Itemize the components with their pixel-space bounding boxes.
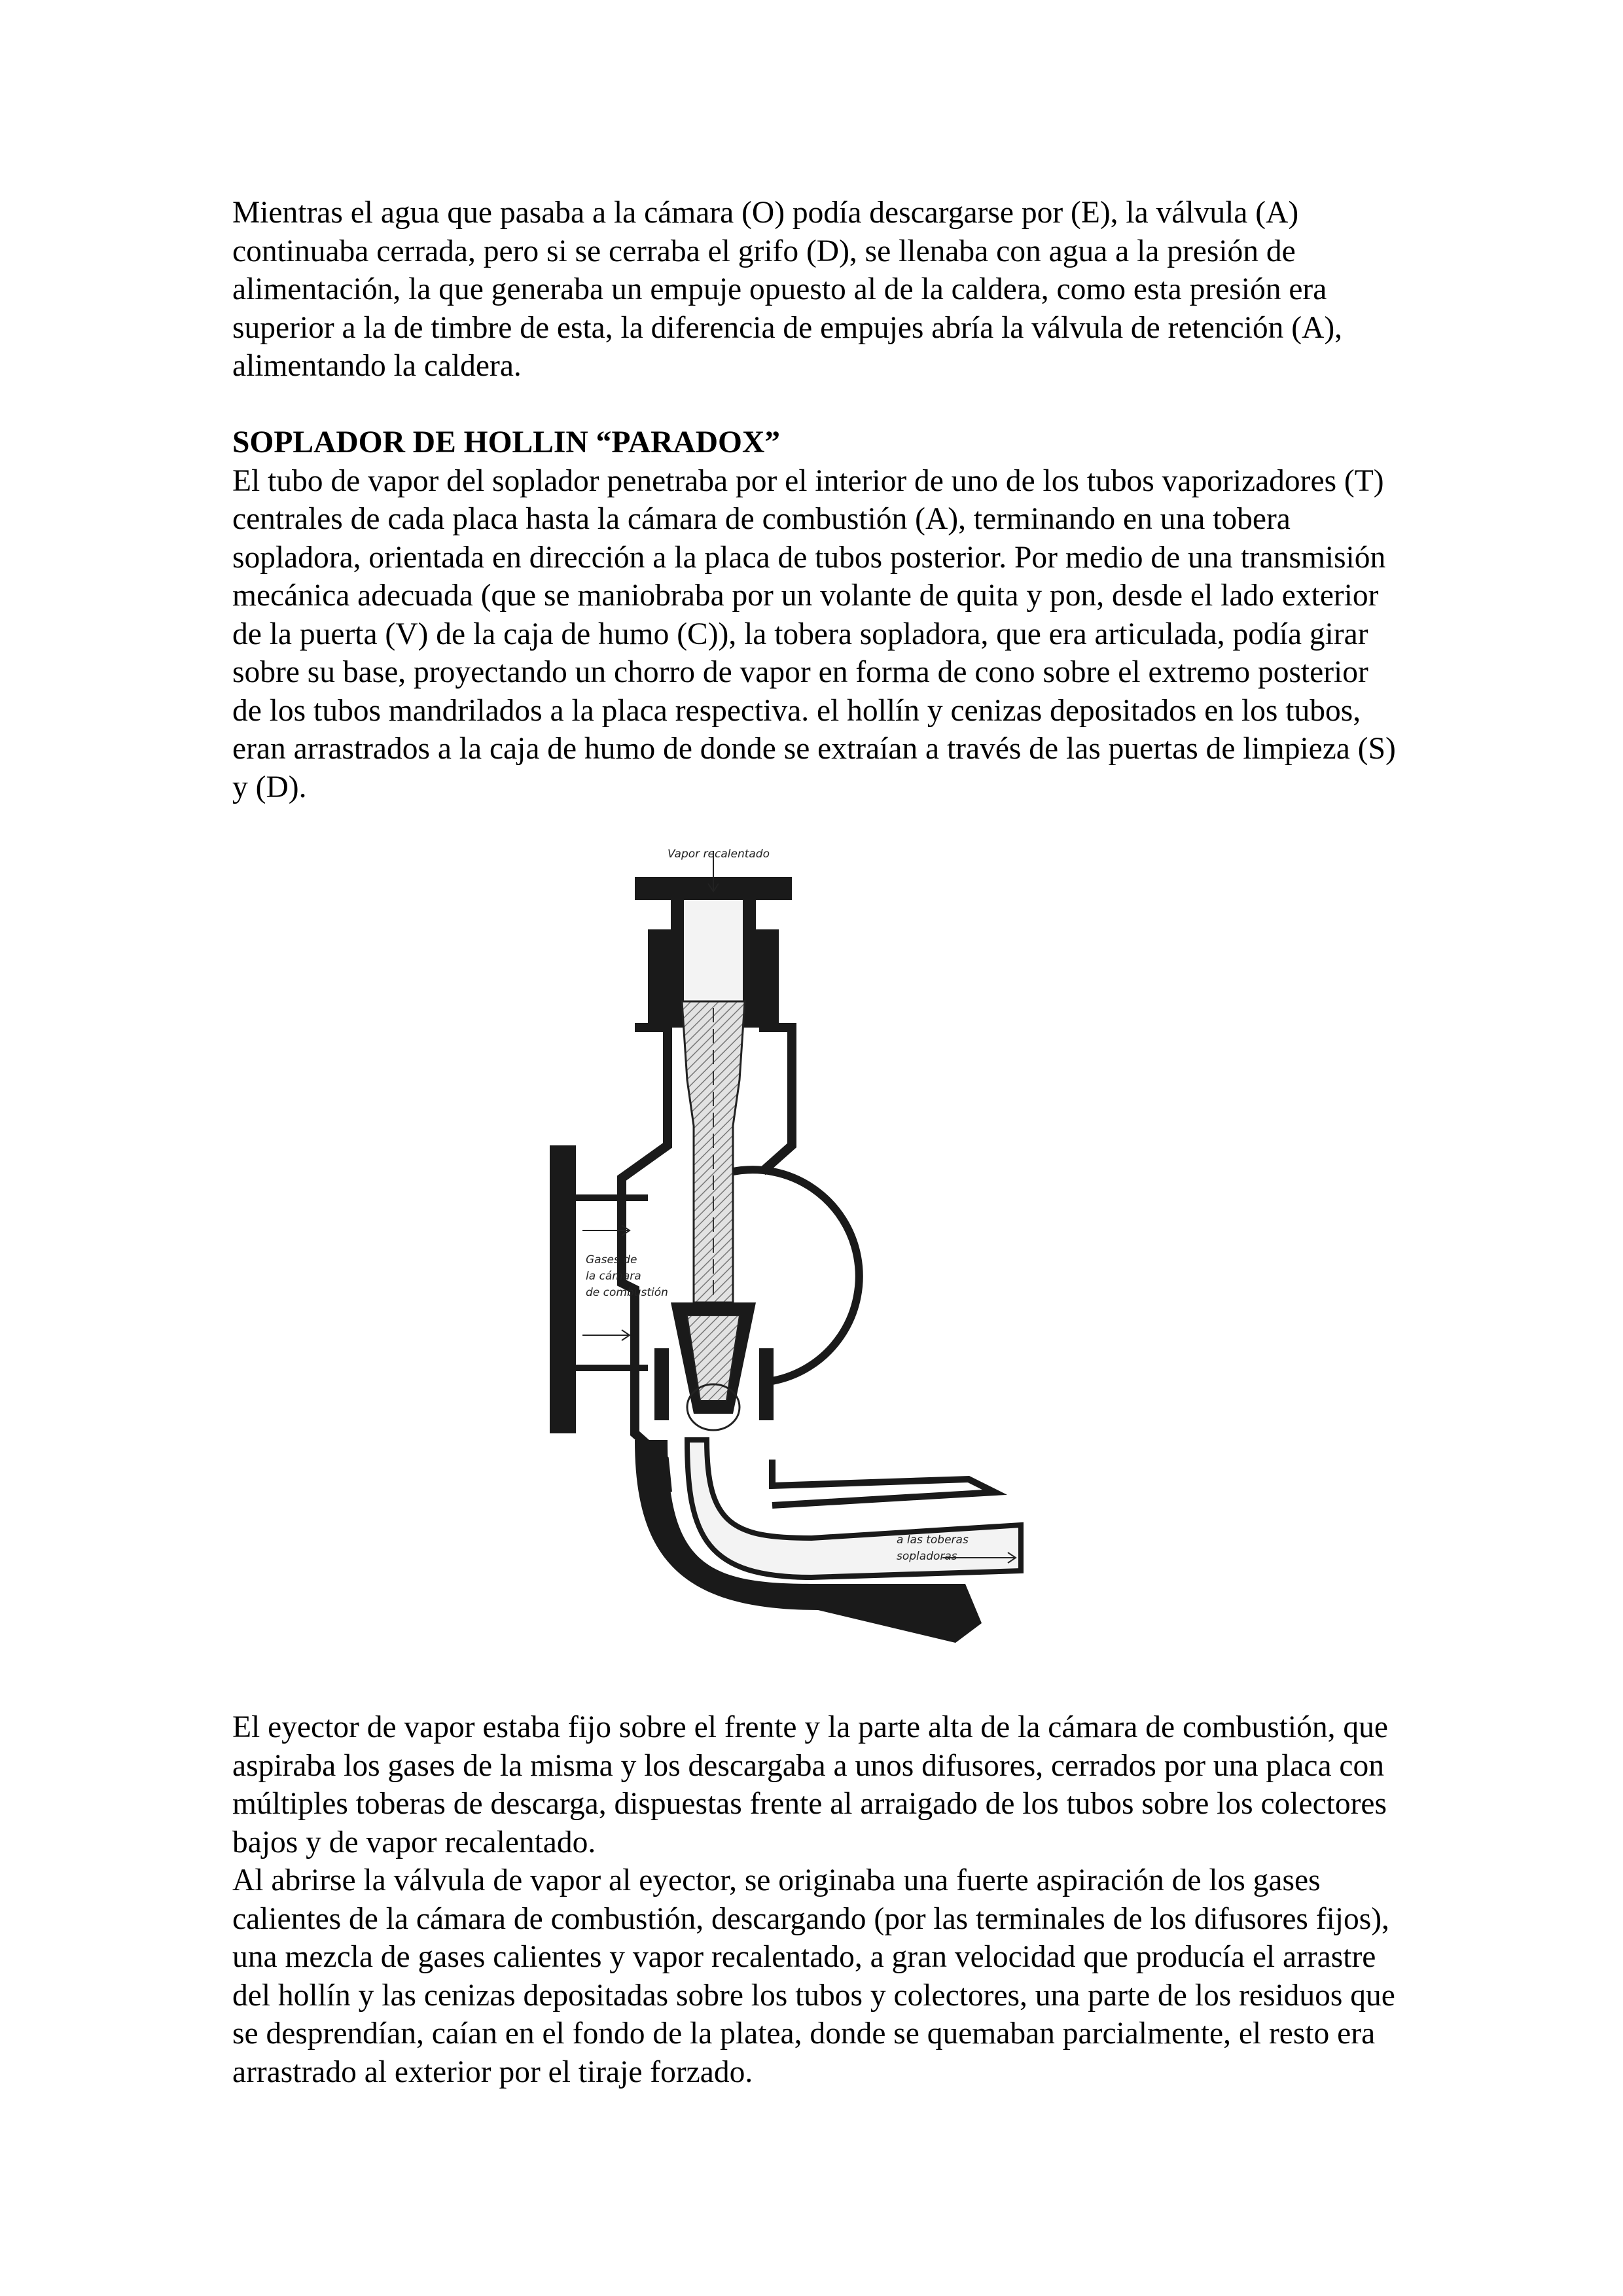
label-nozzles-line-1: a las toberas xyxy=(897,1534,969,1547)
section-soot-blower xyxy=(232,423,1404,806)
paragraph-valve-opening: Al abrirse la válvula de vapor al eyector, se originaba una fuerte aspiración de los gases calientes de la cámara de combustión, descargando (por las terminales de los difusores fijos), una mezcla de gases calientes y vapor recalentado, a gran velocidad que producía el arrastre del hollín y las cenizas depositadas sobre los tubos y colectores, una parte de los residuos que se desprendían, caían en el fondo de la platea, donde se quemaban parcialmente, el resto era arrastrado al exterior por el tiraje forzado. xyxy=(232,1863,1395,2089)
nozzle-body xyxy=(682,1001,745,1302)
closing-paragraphs xyxy=(232,1708,1404,2091)
label-gases-line-3: de combustión xyxy=(586,1286,668,1299)
paragraph-ejector: El eyector de vapor estaba fijo sobre el frente y la parte alta de la cámara de combustión, que aspiraba los gases de la misma y los descargaba a unos difusores, cerrados por una placa con múltiples toberas de descarga, dispuestas frente al arraigado de los tubos sobre los colectores bajos y de vapor recalentado. xyxy=(232,1710,1388,1859)
chamber xyxy=(733,1170,859,1381)
section-heading: SOPLADOR DE HOLLIN “PARADOX” xyxy=(232,425,781,459)
valve-body-right xyxy=(759,1028,792,1172)
label-gases-line-2: la cámara xyxy=(586,1270,641,1283)
label-gases-line-1: Gases de xyxy=(586,1253,637,1266)
section-body: El tubo de vapor del soplador penetraba por el interior de uno de los tubos vaporizadores (T) centrales de cada placa hasta la cámara de combustión (A), terminando en una tobera sopladora, orientada en dirección a la placa de tubos posterior. Por medio de una transmisión mecánica adecuada (que se maniobraba por un volante de quita y pon, desde el lado exterior de la puerta (V) de la caja de humo (C)), la tobera sopladora, que era articulada, podía girar sobre su base, proyectando un chorro de vapor en forma de cono sobre el extremo posterior de los tubos mandrilados a la placa respectiva. el hollín y cenizas depositados en los tubos, eran arrastrados a la caja de humo de donde se extraían a través de las puertas de limpieza (S) y (D). xyxy=(232,463,1396,804)
paragraph-valve: Mientras el agua que pasaba a la cámara (O) podía descargarse por (E), la válvula (A) continuaba cerrada, pero si se cerraba el grifo (D), se llenaba con agua a la presión de alimentación, la que generaba un empuje opuesto al de la caldera, como esta presión era superior a la de timbre de esta, la diferencia de empujes abría la válvula de retención (A), alimentando la caldera. xyxy=(232,196,1343,383)
soot-blower-diagram xyxy=(537,831,1086,1702)
label-nozzles-line-2: sopladoras xyxy=(897,1550,957,1563)
paragraph-intro xyxy=(232,194,1404,386)
left-flange xyxy=(550,1145,576,1433)
label-superheated-steam: Vapor recalentado xyxy=(668,848,770,861)
